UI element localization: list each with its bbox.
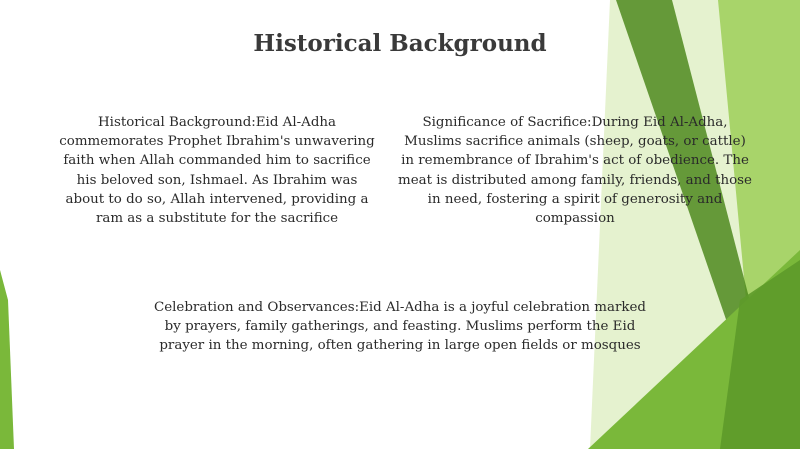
slide-title: Historical Background <box>253 30 547 57</box>
left-edge-shape <box>0 270 14 449</box>
text-block-historical-background: Historical Background:Eid Al-Adha commemorates Prophet Ibrahim's unwavering faith when Allah commanded him to sacrifice his beloved son, Ishmael. As Ibrahim was about to do so, Allah intervened, providing a ram as a substitute for the sacrifice <box>59 115 375 227</box>
text-block-significance-of-sacrifice: Significance of Sacrifice:During Eid Al-Adha, Muslims sacrifice animals (sheep, goats, or cattle) in remembrance of Ibrahim's act of obedience. The meat is distributed among family, friends, and those in need, fostering a spirit of generosity and compassion <box>398 115 752 227</box>
text-block-celebration-and-observances: Celebration and Observances:Eid Al-Adha is a joyful celebration marked by prayers, family gatherings, and feasting. Muslims perform the Eid prayer in the morning, often gathering in large open fields or mosques <box>153 300 646 354</box>
